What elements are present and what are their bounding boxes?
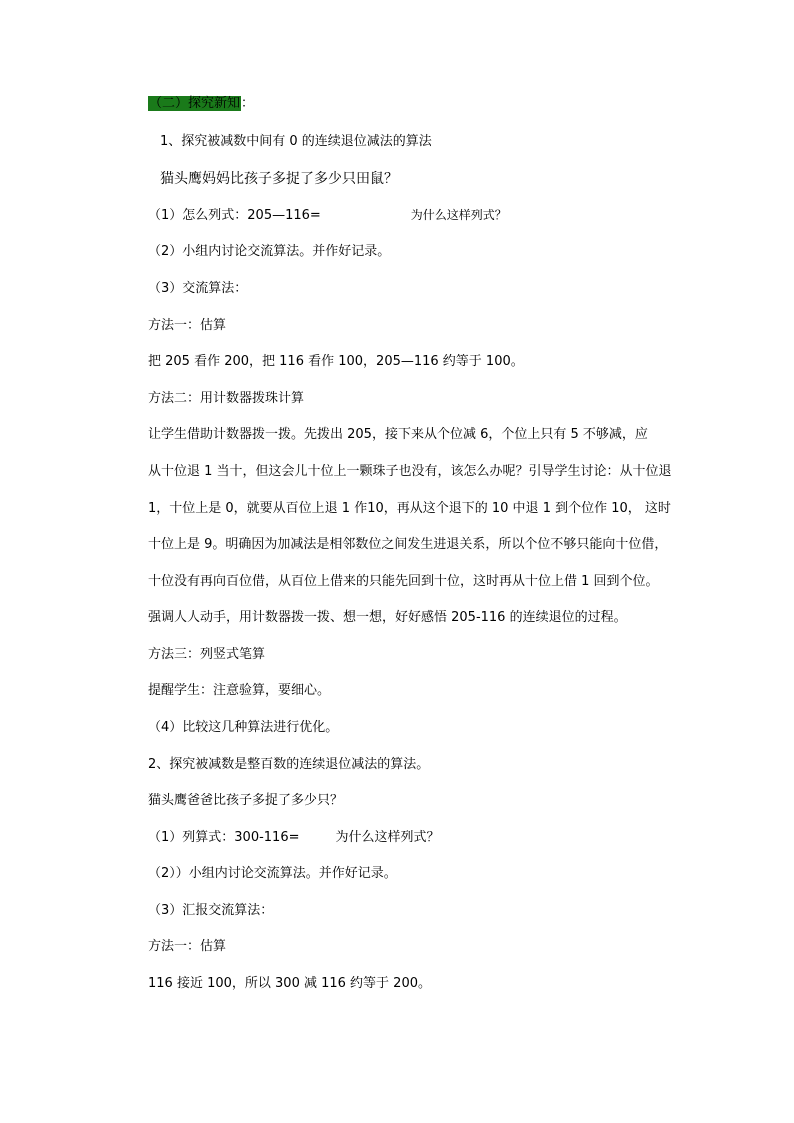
paragraph-line: 猫头鹰爸爸比孩子多捉了多少只？ bbox=[148, 793, 344, 808]
paragraph-line: （2）小组内讨论交流算法。并作好记录。 bbox=[148, 244, 391, 259]
formula-text: （1）怎么列式：205—116= bbox=[148, 208, 321, 223]
paragraph-line: 1、探究被减数中间有 0 的连续退位减法的算法 bbox=[160, 134, 432, 149]
paragraph-line: 把 205 看作 200，把 116 看作 100，205—116 约等于 100。 bbox=[148, 354, 524, 369]
section-heading bbox=[148, 95, 254, 113]
paragraph-line: 方法一：估算 bbox=[148, 939, 227, 954]
paragraph-line: （3）交流算法： bbox=[148, 281, 248, 296]
paragraph-line: 十位没有再向百位借，从百位上借来的只能先回到十位，这时再从十位上借 1 回到个位。 bbox=[148, 574, 659, 589]
paragraph-line: 十位上是 9。明确因为加减法是相邻数位之间发生进退关系，所以个位不够只能向十位借， bbox=[148, 537, 668, 552]
paragraph-line: 方法二：用计数器拨珠计算 bbox=[148, 391, 305, 406]
section-heading-highlight: （二）探究新知 bbox=[149, 96, 241, 111]
paragraph-line: 2、探究被减数是整百数的连续退位减法的算法。 bbox=[148, 757, 430, 772]
paragraph-line: （4）比较这几种算法进行优化。 bbox=[148, 720, 339, 735]
paragraph-line bbox=[148, 829, 440, 847]
section-heading-colon: ： bbox=[241, 96, 255, 111]
paragraph-line: （2））小组内讨论交流算法。并作好记录。 bbox=[148, 866, 397, 881]
paragraph-line: 从十位退 1 当十，但这会儿十位上一颗珠子也没有，该怎么办呢？引导学生讨论：从十位退 bbox=[148, 464, 672, 479]
paragraph-line: 提醒学生：注意验算，要细心。 bbox=[148, 683, 331, 698]
paragraph-line: 方法一：估算 bbox=[148, 318, 227, 333]
formula-text: （1）列算式：300-116= bbox=[148, 830, 300, 845]
question-text: 为什么这样列式？ bbox=[410, 208, 507, 222]
paragraph-line: 方法三：列竖式笔算 bbox=[148, 647, 266, 662]
paragraph-line: 116 接近 100，所以 300 减 116 约等于 200。 bbox=[148, 976, 431, 991]
paragraph-line: 猫头鹰妈妈比孩子多捉了多少只田鼠？ bbox=[160, 171, 398, 187]
paragraph-line: 1，十位上是 0，就要从百位上退 1 作10，再从这个退下的 10 中退 1 到个位作 10， 这时 bbox=[148, 501, 671, 516]
paragraph-line bbox=[148, 206, 507, 225]
paragraph-line: 强调人人动手，用计数器拨一拨、想一想，好好感悟 205-116 的连续退位的过程。 bbox=[148, 610, 627, 625]
paragraph-line: 让学生借助计数器拨一拨。先拨出 205，接下来从个位减 6，个位上只有 5 不够减，应 bbox=[148, 427, 648, 442]
paragraph-line: （3）汇报交流算法： bbox=[148, 903, 274, 918]
question-text: 为什么这样列式？ bbox=[335, 830, 440, 845]
